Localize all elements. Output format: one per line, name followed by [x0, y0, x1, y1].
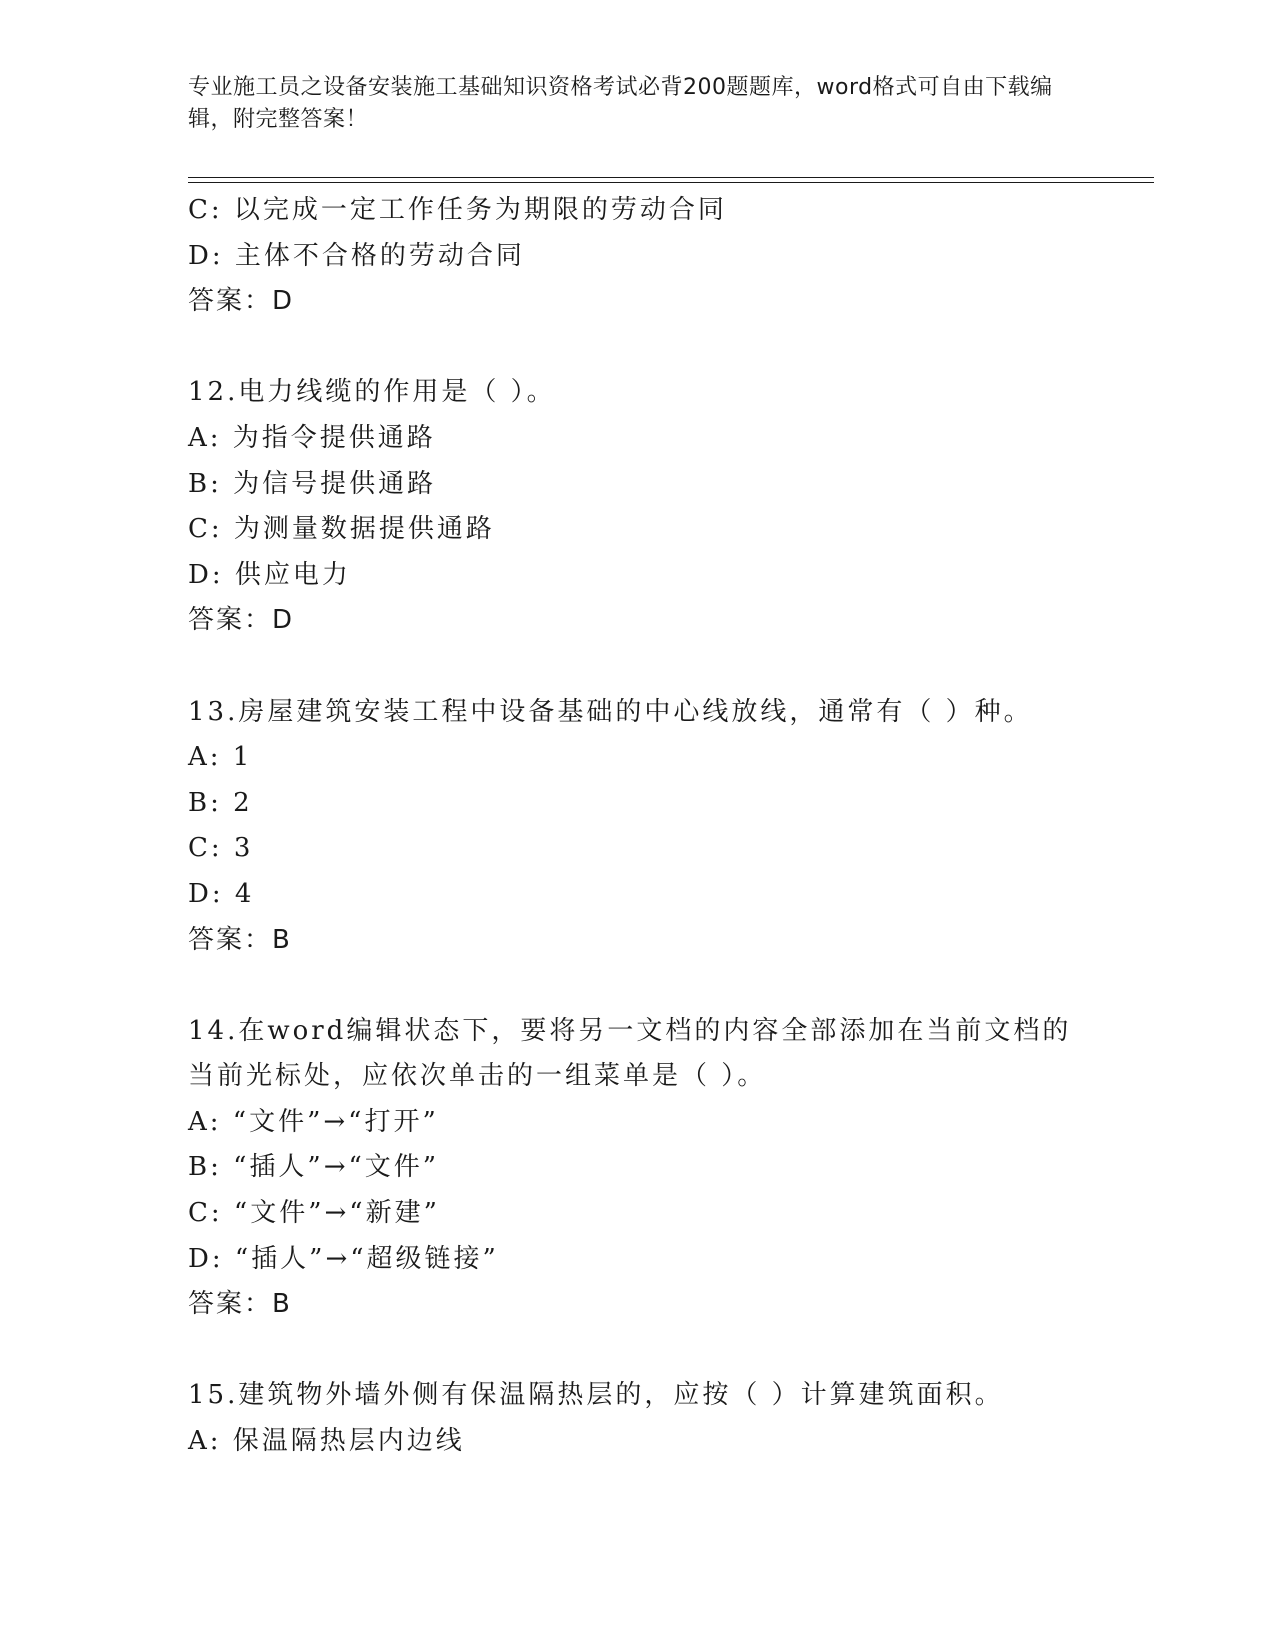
header-title: 专业施工员之设备安装施工基础知识资格考试必背200题题库，word格式可自由下载编辑，附完整答案！	[188, 75, 1053, 132]
question-stem: 12.电力线缆的作用是（ ）。	[188, 377, 556, 408]
question-stem-line-1: 14.在word编辑状态下，要将另一文档的内容全部添加在当前文档的	[188, 1015, 1072, 1046]
header-divider-top	[188, 177, 1154, 178]
option-c: C: “文件”→“新建”	[188, 1198, 440, 1229]
option-a: A: 保温隔热层内边线	[188, 1426, 465, 1457]
spacer	[188, 325, 1148, 371]
answer-label: 答案：D	[188, 605, 295, 636]
spacer	[188, 1328, 1148, 1374]
option-b: B: “插人”→“文件”	[188, 1152, 440, 1183]
document-header	[188, 72, 1088, 136]
spacer	[188, 963, 1148, 1009]
question-12	[188, 370, 1148, 644]
option-a: A: “文件”→“打开”	[188, 1106, 439, 1137]
spacer	[188, 644, 1148, 690]
option-d: D: 4	[188, 878, 255, 909]
answer-label: 答案：D	[188, 286, 295, 317]
question-14	[188, 1009, 1148, 1328]
option-b: B: 为信号提供通路	[188, 468, 437, 499]
option-d: D: 主体不合格的劳动合同	[188, 240, 525, 271]
option-c: C: 为测量数据提供通路	[188, 514, 495, 545]
option-a: A: 1	[188, 742, 253, 773]
question-13	[188, 690, 1148, 964]
answer-label: 答案：B	[188, 1289, 292, 1320]
option-d: D: “插人”→“超级链接”	[188, 1243, 499, 1274]
option-c: C: 以完成一定工作任务为期限的劳动合同	[188, 195, 727, 225]
option-d: D: 供应电力	[188, 559, 351, 590]
question-stem-line-2: 当前光标处，应依次单击的一组菜单是（ ）。	[188, 1061, 767, 1092]
option-c: C: 3	[188, 833, 254, 864]
question-stem: 13.房屋建筑安装工程中设备基础的中心线放线，通常有（ ）种。	[188, 696, 1033, 727]
option-b: B: 2	[188, 787, 253, 818]
question-stem: 15.建筑物外墙外侧有保温隔热层的，应按（ ）计算建筑面积。	[188, 1380, 1004, 1411]
answer-label: 答案：B	[188, 924, 292, 955]
header-divider-bottom	[188, 182, 1154, 183]
question-list	[188, 188, 1148, 1465]
option-a: A: 为指令提供通路	[188, 422, 436, 453]
question-11-continuation	[188, 188, 1148, 325]
question-15	[188, 1373, 1148, 1464]
